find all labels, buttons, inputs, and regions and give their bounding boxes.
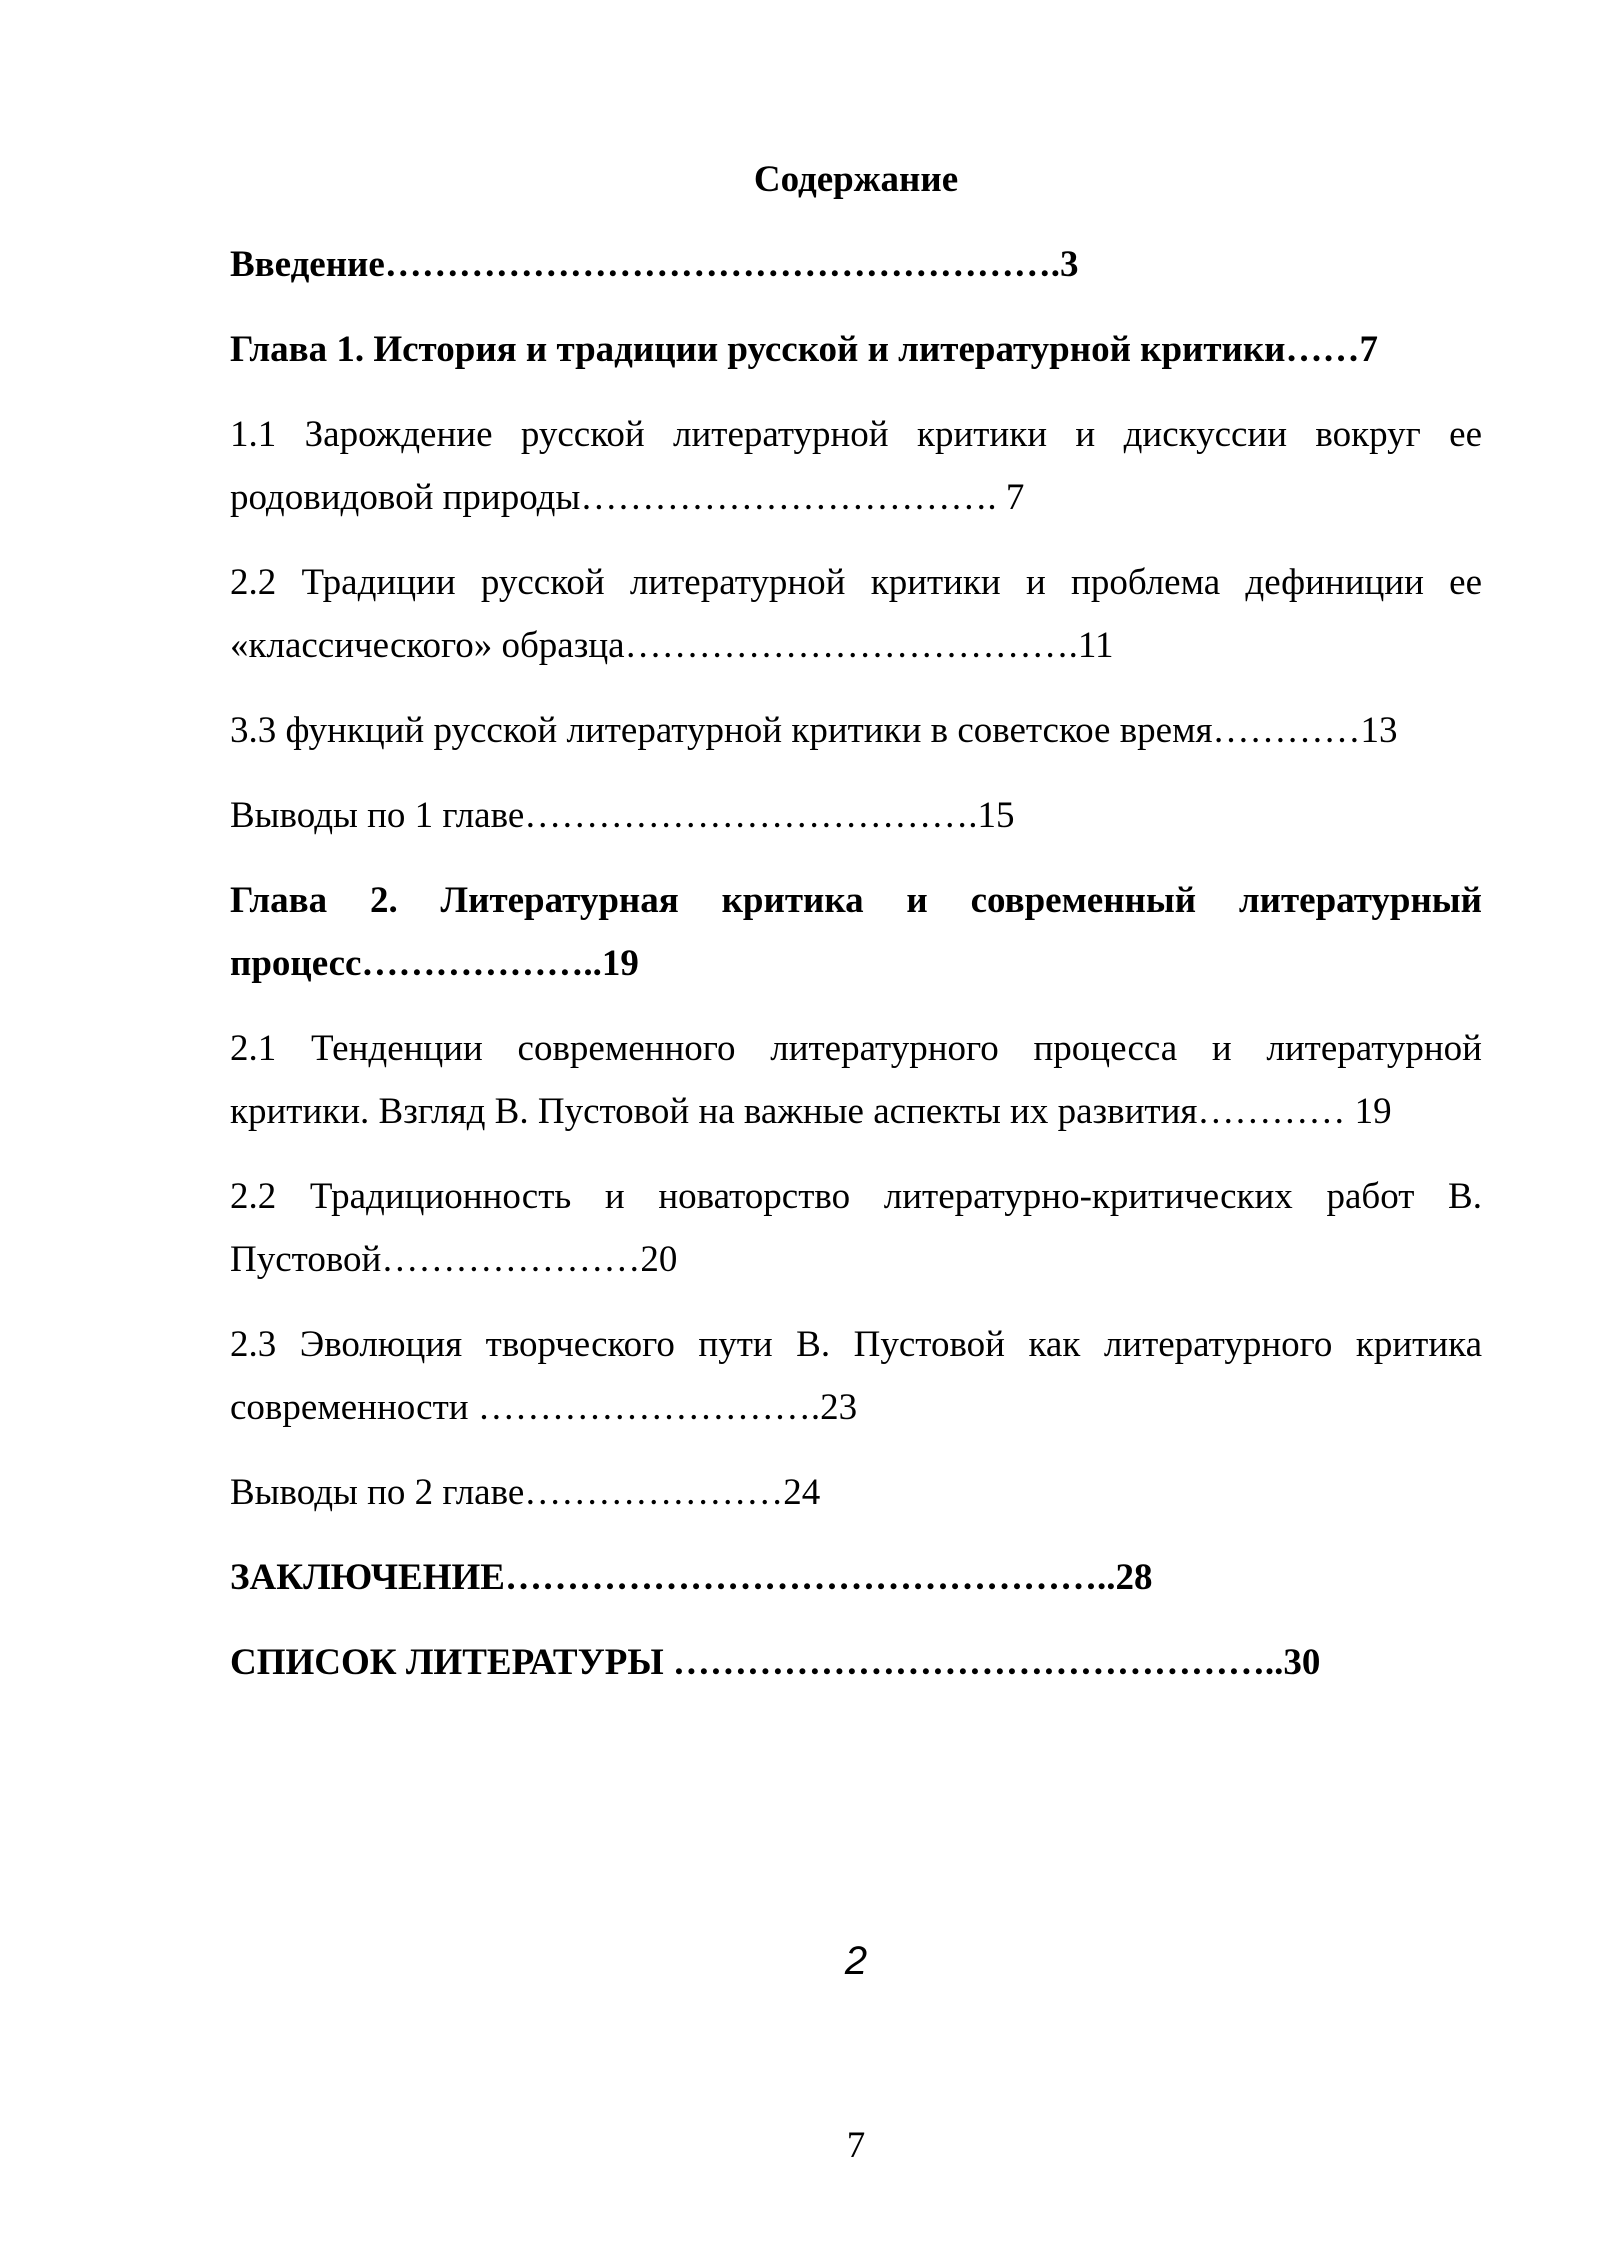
toc-item	[230, 784, 1482, 847]
toc-line: 3.3 функций русской литературной критики в советское время…………13	[230, 710, 1398, 751]
toc-item	[230, 1546, 1482, 1609]
toc-line: Глава 1. История и традиции русской и литературной критики……7	[230, 329, 1378, 370]
toc-line: родовидовой природы……………………………. 7	[230, 477, 1025, 518]
toc-line: процесс………………..19	[230, 943, 639, 984]
toc-line: Глава 2. Литературная критика и современный литературный	[230, 880, 1482, 921]
toc-item	[230, 869, 1482, 995]
toc-line: СПИСОК ЛИТЕРАТУРЫ …………………………………………..30	[230, 1642, 1321, 1683]
toc-item	[230, 403, 1482, 529]
toc-item	[230, 1461, 1482, 1524]
toc-line: Пустовой…………………20	[230, 1239, 678, 1280]
toc-item	[230, 551, 1482, 677]
toc-content	[230, 148, 1482, 1716]
toc-item	[230, 318, 1482, 381]
toc-line: Выводы по 1 главе……………………………….15	[230, 795, 1015, 836]
toc-line: 1.1 Зарождение русской литературной критики и дискуссии вокруг ее	[230, 414, 1482, 455]
outer-page-number: 7	[846, 2125, 866, 2166]
toc-item	[230, 233, 1482, 296]
toc-item	[230, 1631, 1482, 1694]
toc-item	[230, 1017, 1482, 1143]
toc-line: Выводы по 2 главе…………………24	[230, 1472, 821, 1513]
toc-item	[230, 1313, 1482, 1439]
toc-line: 2.3 Эволюция творческого пути В. Пустовой как литературного критика	[230, 1324, 1482, 1365]
table-of-contents	[230, 233, 1482, 1694]
toc-line: критики. Взгляд В. Пустовой на важные аспекты их развития………… 19	[230, 1091, 1392, 1132]
inner-page-number: 2	[844, 1939, 868, 1983]
page-title: Содержание	[753, 159, 959, 200]
toc-line: 2.2 Традиции русской литературной критики и проблема дефиниции ее	[230, 562, 1482, 603]
toc-item	[230, 699, 1482, 762]
toc-line: 2.2 Традиционность и новаторство литературно-критических работ В.	[230, 1176, 1482, 1217]
toc-line: 2.1 Тенденции современного литературного процесса и литературной	[230, 1028, 1482, 1069]
toc-line: «классического» образца……………………………….11	[230, 625, 1114, 666]
toc-line: ЗАКЛЮЧЕНИЕ…………………………………………..28	[230, 1557, 1153, 1598]
toc-item	[230, 1165, 1482, 1291]
toc-line: современности ……………………….23	[230, 1387, 858, 1428]
toc-line: Введение……………………………………………….3	[230, 244, 1079, 285]
